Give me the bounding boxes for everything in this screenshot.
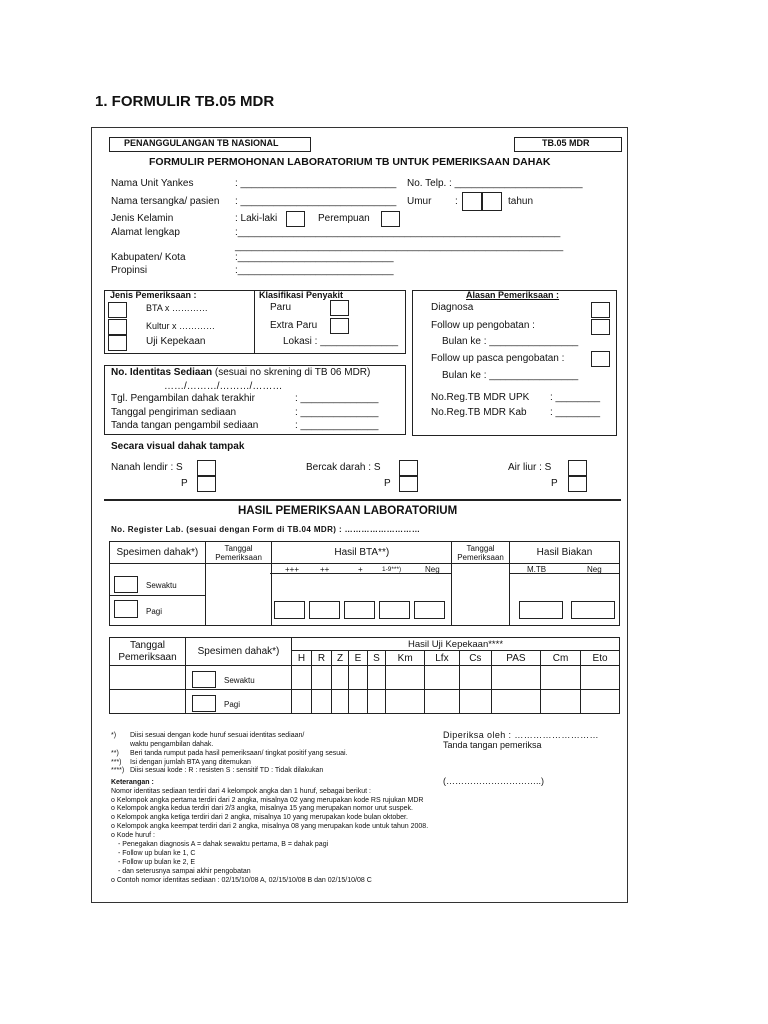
dst-result-cell[interactable] — [292, 666, 312, 690]
reg-kab-label: No.Reg.TB MDR Kab — [431, 407, 527, 418]
address-label: Alamat lengkap — [111, 227, 180, 238]
pagi-label: Pagi — [146, 607, 163, 616]
org-name: PENANGGULANGAN TB NASIONAL — [124, 138, 279, 148]
gender-male-label: : Laki-laki — [235, 213, 278, 224]
dst-result-cell[interactable] — [425, 666, 460, 690]
culture-grade-row-line — [509, 573, 620, 574]
bta-grade-2plus: ++ — [320, 565, 330, 574]
paru-label: Paru — [270, 302, 292, 313]
reg-upk-label: No.Reg.TB MDR UPK — [431, 392, 530, 403]
last-sample-date-label: Tgl. Pengambilan dahak terakhir — [111, 393, 255, 404]
pus-mucus-p-label: P — [181, 478, 188, 489]
dst-pagi-box[interactable] — [192, 695, 216, 712]
sewaktu-label: Sewaktu — [146, 581, 177, 590]
dst-date-cell[interactable] — [110, 666, 186, 690]
dst-result-cell[interactable] — [292, 690, 312, 714]
bta-3plus-box[interactable] — [274, 601, 305, 619]
dst-result-cell[interactable] — [349, 690, 368, 714]
note-8: - Follow up bulan ke 1, C — [118, 850, 196, 857]
dst-drug-header: S — [367, 651, 386, 666]
bta-grade-scanty: 1-9***) — [382, 566, 402, 573]
dst-result-cell[interactable] — [386, 690, 425, 714]
specimen-id-title-text: No. Identitas Sediaan — [111, 367, 213, 378]
note-9: - Follow up bulan ke 2, E — [118, 859, 196, 866]
location-field[interactable]: Lokasi : ______________ — [283, 336, 399, 347]
bta-grade-neg: Neg — [425, 565, 440, 574]
footnote-4-mark: ****) — [111, 767, 125, 774]
notes-title: Keterangan : — [111, 779, 154, 786]
saliva-p-checkbox[interactable] — [568, 476, 587, 492]
footnote-2-mark: **) — [111, 750, 119, 757]
send-date-label: Tanggal pengiriman sediaan — [111, 407, 237, 418]
pus-mucus-p-checkbox[interactable] — [197, 476, 216, 492]
dst-drug-header: H — [292, 651, 312, 666]
post-treatment-label: Follow up pasca pengobatan : — [431, 353, 565, 364]
note-11: o Contoh nomor identitas sediaan : 02/15/10/08 A, 02/15/10/08 B dan 02/15/10/08 C — [111, 877, 372, 884]
dst-result-cell[interactable] — [331, 690, 348, 714]
pus-mucus-label: Nanah lendir : S — [111, 462, 183, 473]
gender-female-checkbox[interactable] — [381, 211, 400, 227]
exam-type-title: Jenis Pemeriksaan : — [110, 290, 197, 300]
footnote-1: Diisi sesuai dengan kode huruf sesuai identitas sediaan/ — [130, 732, 305, 739]
blood-spot-p-label: P — [384, 478, 391, 489]
reason-title: Alasan Pemeriksaan : — [466, 290, 560, 300]
culture-grade-neg: Neg — [587, 565, 602, 574]
footnote-1-mark: *) — [111, 732, 117, 739]
extra-paru-checkbox[interactable] — [330, 318, 349, 334]
followup-checkbox[interactable] — [591, 319, 610, 335]
bta-result-header: Hasil BTA**) — [272, 542, 452, 564]
blood-spot-label: Bercak darah : S — [306, 462, 381, 473]
post-treatment-checkbox[interactable] — [591, 351, 610, 367]
dst-specimen-header: Spesimen dahak*) — [186, 638, 292, 666]
culture-grade-mtb: M.TB — [527, 565, 547, 574]
examiner-name-field[interactable]: (…………………………..) — [443, 776, 544, 786]
dst-sewaktu-box[interactable] — [192, 671, 216, 688]
pagi-specimen-box[interactable] — [114, 600, 138, 618]
results-title: HASIL PEMERIKSAAN LABORATORIUM — [238, 505, 458, 517]
gender-label: Jenis Kelamin — [111, 213, 174, 224]
blood-spot-s-checkbox[interactable] — [399, 460, 418, 476]
age-colon: : — [455, 196, 458, 207]
specimen-id-format[interactable]: ……/………/………/……… — [164, 381, 283, 392]
unit-label: Nama Unit Yankes — [111, 178, 194, 189]
dst-date-header: Tanggal Pemeriksaan — [110, 638, 186, 666]
bta-2plus-box[interactable] — [309, 601, 340, 619]
bta-1plus-box[interactable] — [344, 601, 375, 619]
last-sample-date-field[interactable]: : ______________ — [295, 393, 379, 404]
footnote-2: Beri tanda rumput pada hasil pemeriksaan/ tingkat positif yang sesuai. — [130, 750, 348, 757]
dst-result-cell[interactable] — [367, 690, 386, 714]
exam-date-header: Tanggal Pemeriksaan — [205, 542, 272, 564]
dst-pagi-label: Pagi — [224, 700, 241, 709]
gender-female-label: Perempuan — [318, 213, 370, 224]
age-box-1[interactable] — [462, 192, 482, 211]
note-3: o Kelompok angka kedua terdiri dari 2/3 angka, misalnya 15 yang merupakan nomor urut suspek. — [111, 805, 413, 812]
diagnosa-checkbox[interactable] — [591, 302, 610, 318]
footnote-1b: waktu pengambilan dahak. — [130, 741, 214, 748]
collector-signature-label: Tanda tangan pengambil sediaan — [111, 420, 259, 431]
dst-result-cell[interactable] — [425, 690, 460, 714]
gender-male-checkbox[interactable] — [286, 211, 305, 227]
bta-label: BTA x ………… — [146, 303, 208, 313]
district-label: Kabupaten/ Kota — [111, 252, 186, 263]
unit-field[interactable]: : ____________________________ — [235, 178, 397, 189]
dst-date-cell[interactable] — [110, 690, 186, 714]
org-header-box — [109, 137, 311, 152]
bta-grade-3plus: +++ — [285, 565, 300, 574]
culture-result-header: Hasil Biakan — [509, 542, 619, 564]
specimen-row-divider — [109, 595, 205, 596]
dst-sewaktu-label: Sewaktu — [224, 676, 255, 685]
patient-name-label: Nama tersangka/ pasien — [111, 196, 220, 207]
culture-mtb-box[interactable] — [519, 601, 563, 619]
dst-result-cell[interactable] — [311, 666, 331, 690]
patient-name-field[interactable]: : ____________________________ — [235, 196, 397, 207]
uji-kepekaan-label: Uji Kepekaan — [146, 336, 206, 347]
exam-type-divider — [254, 290, 255, 353]
dst-result-cell[interactable] — [349, 666, 368, 690]
dst-drug-header: Km — [386, 651, 425, 666]
specimen-id-title — [111, 367, 370, 378]
pus-mucus-s-checkbox[interactable] — [197, 460, 216, 476]
bta-scanty-box[interactable] — [379, 601, 410, 619]
dst-result-cell[interactable] — [331, 666, 348, 690]
reg-kab-field[interactable]: : ________ — [550, 407, 601, 418]
specimen-id-note: (sesuai no skrening di TB 06 MDR) — [212, 367, 371, 378]
age-label: Umur — [407, 196, 432, 207]
district-field[interactable]: :____________________________ — [235, 252, 394, 263]
note-1: Nomor identitas sediaan terdiri dari 4 kelompok angka dan 1 huruf, sebagai berikut : — [111, 788, 371, 795]
footnote-4: Diisi sesuai kode : R : resisten S : sensitif TD : Tidak dilakukan — [130, 767, 324, 774]
diagnosa-label: Diagnosa — [431, 302, 474, 313]
bta-neg-box[interactable] — [414, 601, 445, 619]
followup-label: Follow up pengobatan : — [431, 320, 535, 331]
province-field[interactable]: :____________________________ — [235, 265, 394, 276]
post-treatment-month-field[interactable]: Bulan ke : ________________ — [442, 370, 579, 381]
followup-month-field[interactable]: Bulan ke : ________________ — [442, 336, 579, 347]
note-4: o Kelompok angka ketiga terdiri dari 2 angka, misalnya 10 yang merupakan kode bulan oktober. — [111, 814, 408, 821]
note-5: o Kelompok angka keempat terdiri dari 2 angka, misalnya 08 yang merupakan kode untuk tahun 2008. — [111, 823, 429, 830]
saliva-p-label: P — [551, 478, 558, 489]
dst-drug-header: Cm — [541, 651, 581, 666]
culture-date-cell[interactable] — [452, 564, 510, 626]
dst-result-cell[interactable] — [581, 690, 620, 714]
dst-result-row — [110, 690, 620, 714]
saliva-label: Air liur : S — [508, 462, 552, 473]
send-date-field[interactable]: : ______________ — [295, 407, 379, 418]
note-6: o Kode huruf : — [111, 832, 155, 839]
dst-result-row — [110, 666, 620, 690]
address-field-2[interactable]: ___________________________________________________________ — [235, 241, 564, 252]
exam-date-cell[interactable] — [205, 564, 272, 626]
bta-checkbox[interactable] — [108, 302, 127, 318]
dst-result-cell[interactable] — [459, 690, 491, 714]
kultur-checkbox[interactable] — [108, 319, 127, 335]
dst-drug-header: E — [349, 651, 368, 666]
dst-result-cell[interactable] — [459, 666, 491, 690]
uji-kepekaan-checkbox[interactable] — [108, 335, 127, 351]
footnote-3-mark: ***) — [111, 759, 122, 766]
results-divider — [104, 499, 621, 501]
form-frame — [91, 127, 628, 903]
dst-drug-header: Eto — [581, 651, 620, 666]
dst-result-header: Hasil Uji Kepekaan**** — [292, 638, 620, 651]
dst-result-cell[interactable] — [491, 666, 540, 690]
reg-upk-field[interactable]: : ________ — [550, 392, 601, 403]
note-2: o Kelompok angka pertama terdiri dari 2 angka, misalnya 02 yang merupakan kode RS rujukan MDR — [111, 797, 424, 804]
dst-drug-header: Lfx — [425, 651, 460, 666]
form-title: FORMULIR PERMOHONAN LABORATORIUM TB UNTUK PEMERIKSAAN DAHAK — [149, 156, 551, 168]
kultur-label: Kultur x ………… — [146, 321, 216, 331]
visual-title: Secara visual dahak tampak — [111, 441, 245, 452]
telp-field[interactable]: No. Telp. : _______________________ — [407, 178, 583, 189]
culture-neg-box[interactable] — [571, 601, 615, 619]
dst-drug-header: Z — [331, 651, 348, 666]
page-title: 1. FORMULIR TB.05 MDR — [95, 93, 275, 110]
classification-title: Klasifikasi Penyakit — [259, 290, 344, 300]
extra-paru-label: Extra Paru — [270, 320, 318, 331]
age-unit: tahun — [508, 196, 534, 207]
footnote-3: Isi dengan jumlah BTA yang ditemukan — [130, 759, 251, 766]
address-field-1[interactable]: :__________________________________________________________ — [235, 227, 561, 238]
saliva-s-checkbox[interactable] — [568, 460, 587, 476]
note-10: - dan seterusnya sampai akhir pengobatan — [118, 868, 251, 875]
collector-signature-field[interactable]: : ______________ — [295, 420, 379, 431]
form-code: TB.05 MDR — [542, 138, 590, 148]
paru-checkbox[interactable] — [330, 300, 349, 316]
bta-grade-1plus: + — [358, 565, 363, 574]
province-label: Propinsi — [111, 265, 148, 276]
sewaktu-specimen-box[interactable] — [114, 576, 138, 593]
dst-result-cell[interactable] — [541, 666, 581, 690]
dst-drug-header: R — [311, 651, 331, 666]
dst-drug-header: PAS — [491, 651, 540, 666]
dst-result-cell[interactable] — [311, 690, 331, 714]
specimen-header: Spesimen dahak*) — [110, 542, 206, 564]
note-7: - Penegakan diagnosis A = dahak sewaktu pertama, B = dahak pagi — [118, 841, 329, 848]
dst-drug-header: Cs — [459, 651, 491, 666]
culture-date-header: Tanggal Pemeriksaan — [452, 542, 510, 564]
form-code-box — [514, 137, 622, 152]
dst-result-cell[interactable] — [386, 666, 425, 690]
dst-table — [109, 637, 620, 714]
dst-result-cell[interactable] — [367, 666, 386, 690]
blood-spot-p-checkbox[interactable] — [399, 476, 418, 492]
examiner-signature-label: Tanda tangan pemeriksa — [443, 740, 542, 750]
age-box-2[interactable] — [482, 192, 502, 211]
lab-register-field[interactable]: No. Register Lab. (sesuai dengan Form di TB.04 MDR) : ……………………… — [111, 525, 421, 534]
examined-by-field[interactable]: Diperiksa oleh : ……………………… — [443, 730, 599, 740]
dst-result-cell[interactable] — [541, 690, 581, 714]
dst-result-cell[interactable] — [491, 690, 540, 714]
dst-result-cell[interactable] — [581, 666, 620, 690]
